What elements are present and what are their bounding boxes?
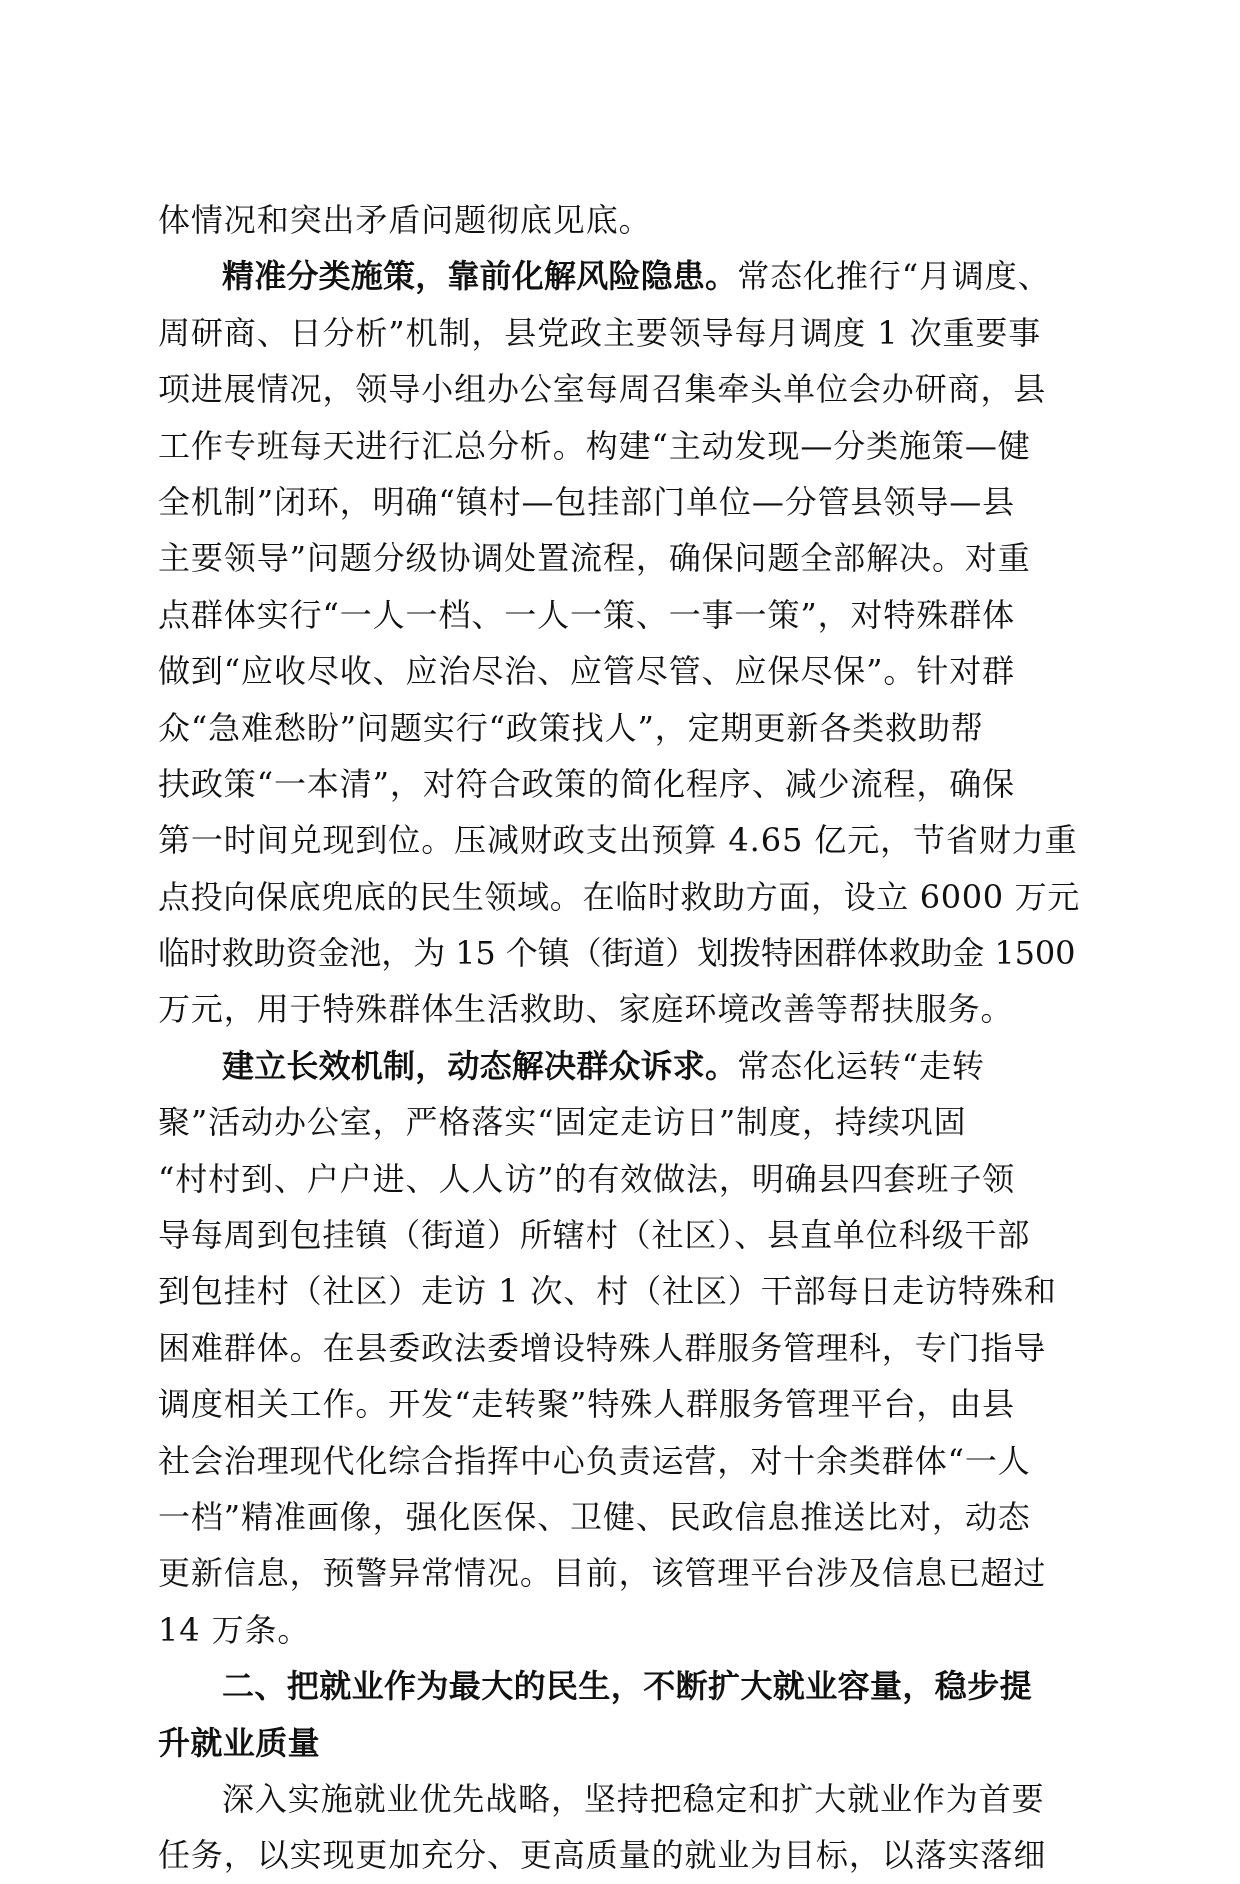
paragraph-line: 全机制”闭环，明确“镇村—包挂部门单位—分管县领导—县 (158, 482, 1016, 521)
paragraph-line: 点群体实行“一人一档、一人一策、一事一策”，对特殊群体 (158, 595, 1016, 634)
paragraph-line: 更新信息，预警异常情况。目前，该管理平台涉及信息已超过 (158, 1554, 1047, 1593)
paragraph-mechanism-first-line (158, 1038, 1082, 1094)
section-heading-two-continued: 升就业质量 (158, 1723, 321, 1762)
paragraph-employment-first-line: 深入实施就业优先战略，坚持把稳定和扩大就业作为首要 (222, 1779, 1045, 1818)
paragraph-line: 一档”精准画像，强化医保、卫健、民政信息推送比对，动态 (158, 1497, 1031, 1536)
paragraph-line: 周研商、日分析”机制，县党政主要领导每月调度 1 次重要事 (158, 313, 1042, 352)
paragraph-line: 社会治理现代化综合指挥中心负责运营，对十余类群体“一人 (158, 1441, 1031, 1480)
paragraph-line: 临时救助资金池，为 15 个镇（街道）划拨特困群体救助金 1500 (158, 934, 1076, 973)
paragraph-line: 第一时间兑现到位。压减财政支出预算 4.65 亿元，节省财力重 (158, 821, 1078, 860)
paragraph-line: 众“急难愁盼”问题实行“政策找人”，定期更新各类救助帮 (158, 708, 984, 747)
paragraph-line: 点投向保底兜底的民生领域。在临时救助方面，设立 6000 万元 (158, 877, 1080, 916)
paragraph-text: 常态化运转“走转 (737, 1046, 985, 1085)
paragraph-line: 到包挂村（社区）走访 1 次、村（社区）干部每日走访特殊和 (158, 1272, 1057, 1311)
paragraph-line: 14 万条。 (158, 1610, 311, 1649)
paragraph-line: 导每周到包挂镇（街道）所辖村（社区）、县直单位科级干部 (158, 1216, 1031, 1255)
paragraph-line: 万元，用于特殊群体生活救助、家庭环境改善等帮扶服务。 (158, 990, 1014, 1029)
paragraph-lead-precise: 精准分类施策，靠前化解风险隐患。 (222, 257, 738, 296)
document-page (158, 192, 1082, 1884)
paragraph-line: 主要领导”问题分级协调处置流程，确保问题全部解决。对重 (158, 539, 1031, 578)
intro-tail-line: 体情况和突出矛盾问题彻底见底。 (158, 201, 652, 239)
paragraph-precise-first-line (158, 248, 1082, 304)
paragraph-line: 困难群体。在县委政法委增设特殊人群服务管理科，专门指导 (158, 1328, 1047, 1367)
paragraph-line: 做到“应收尽收、应治尽治、应管尽管、应保尽保”。针对群 (158, 652, 1016, 691)
paragraph-line: 聚”活动办公室，严格落实“固定走访日”制度，持续巩固 (158, 1103, 967, 1142)
paragraph-line: 项进展情况，领导小组办公室每周召集牵头单位会办研商，县 (158, 370, 1047, 409)
paragraph-line: 工作专班每天进行汇总分析。构建“主动发现—分类施策—健 (158, 426, 1031, 465)
paragraph-line: 调度相关工作。开发“走转聚”特殊人群服务管理平台，由县 (158, 1385, 1016, 1424)
paragraph-lead-mechanism: 建立长效机制，动态解决群众诉求。 (222, 1046, 738, 1085)
section-heading-two: 二、把就业作为最大的民生，不断扩大就业容量，稳步提 (222, 1667, 1033, 1706)
paragraph-text: 常态化推行“月调度、 (737, 257, 1051, 296)
paragraph-line: 扶政策“一本清”，对符合政策的简化程序、减少流程，确保 (158, 764, 1016, 803)
paragraph-line: 任务，以实现更加充分、更高质量的就业为目标，以落实落细 (158, 1836, 1047, 1875)
paragraph-line: “村村到、户户进、人人访”的有效做法，明确县四套班子领 (158, 1159, 1016, 1198)
